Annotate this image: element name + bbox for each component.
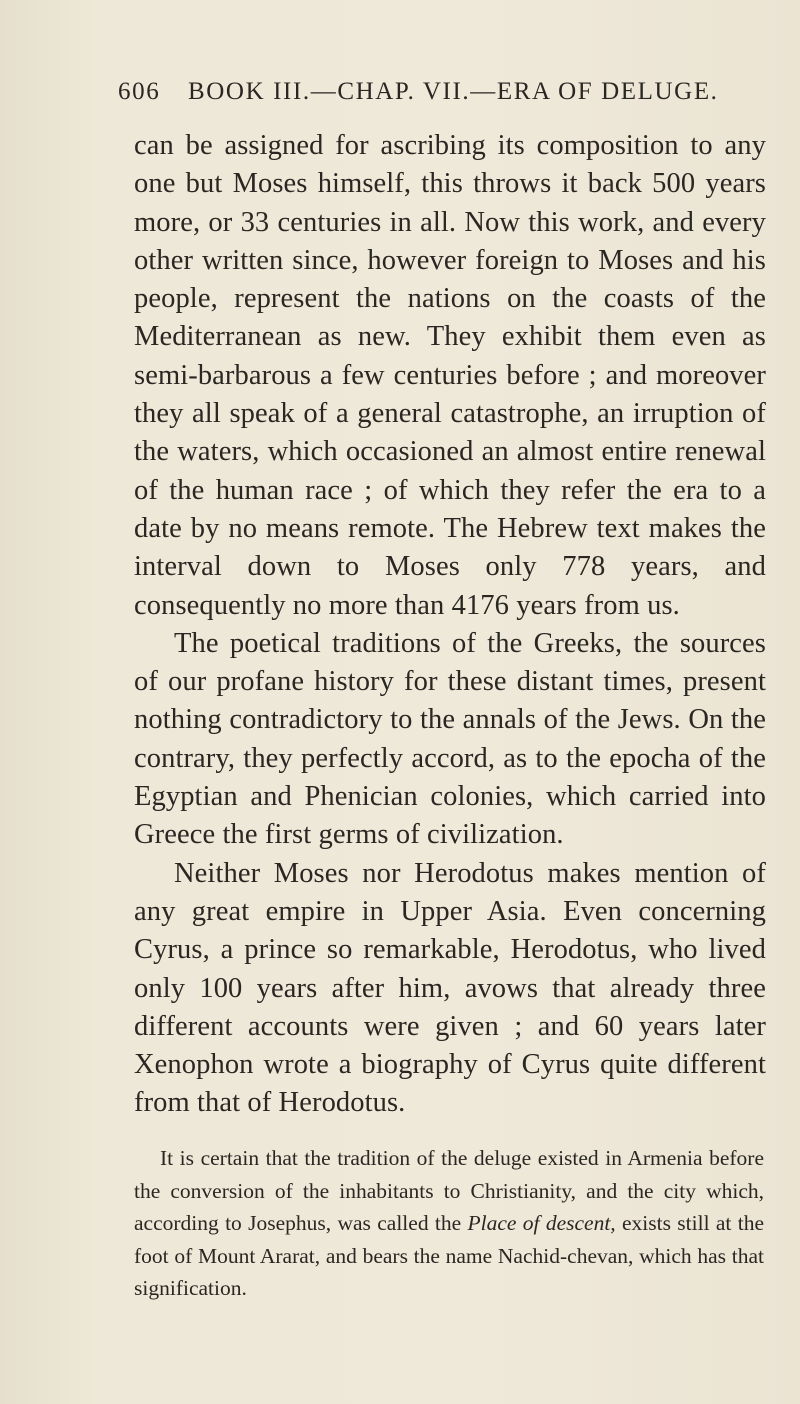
footnote-text-start: It is certain that the tradition of the deluge existed in Armenia before the conversion of the inhabitants to Christianity, and the city which, according to Josephus, was called the — [134, 1146, 764, 1235]
footnote-text — [134, 1142, 764, 1305]
running-header — [118, 78, 738, 106]
paragraph-greek-traditions: The poetical traditions of the Greeks, the sources of our profane history for these distant times, present nothing contradictory to the annals of the Jews. On the contrary, they perfectly accord, as to the epocha of the Egyptian and Phenician colonies, which carried into Greece the first germs of civilization. — [134, 627, 766, 851]
paragraph-continued: can be assigned for ascribing its composition to any one but Moses himself, this throws it back 500 years more, or 33 centuries in all. Now this work, and every other written since, however foreign to Moses and his people, represent the nations on the coasts of the Mediterranean as new. They exhibit them even as semi-barbarous a few centuries before ; and moreover they all speak of a general catastrophe, an irruption of the waters, which occasioned an almost entire renewal of the human race ; of which they refer the era to a date by no means remote. The Hebrew text makes the interval down to Moses only 778 years, and consequently no more than 4176 years from us. — [134, 130, 766, 621]
page-number: 606 — [118, 78, 161, 105]
paragraph-moses-herodotus: Neither Moses nor Herodotus makes mention of any great empire in Upper Asia. Even concerning Cyrus, a prince so remarkable, Herodotus, who lived only 100 years after him, avows that already three different accounts were given ; and 60 years later Xenophon wrote a biography of Cyrus quite different from that of Herodotus. — [134, 857, 766, 1119]
footnote-text-end: exists still at the foot of Mount Ararat, and bears the name Nachid-chevan, which has that signification. — [134, 1211, 764, 1300]
running-title: BOOK III.—CHAP. VII.—ERA OF DELUGE. — [188, 78, 719, 105]
main-text — [134, 127, 766, 1123]
footnote-italic-phrase: Place of descent, — [467, 1211, 616, 1235]
footnote — [134, 1142, 764, 1305]
